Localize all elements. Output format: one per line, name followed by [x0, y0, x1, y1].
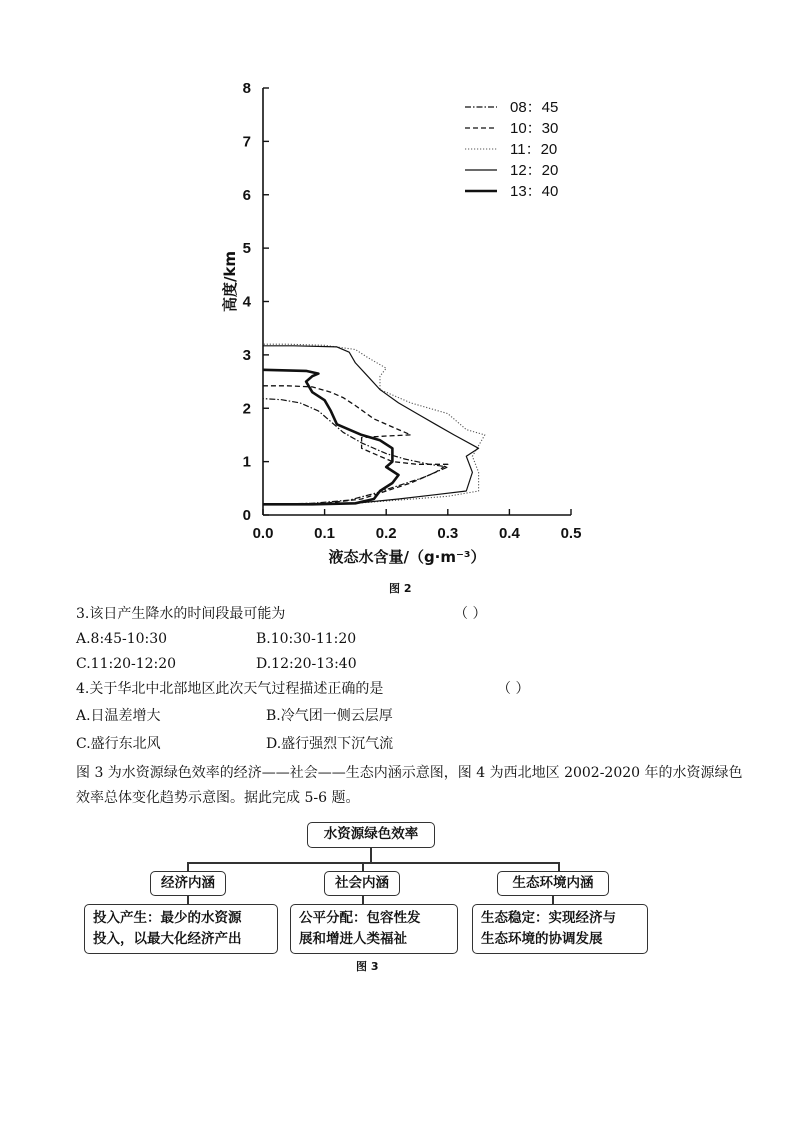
q3-stem: 3.该日产生降水的时间段最可能为 — [76, 606, 286, 622]
q4-option-d: D.盛行强烈下沉气流 — [266, 736, 394, 752]
connector-root-down — [370, 848, 372, 862]
legend-label-3: 12：20 — [510, 162, 559, 179]
desc-eco-line1: 生态稳定：实现经济与 — [481, 910, 616, 926]
desc-economic-line1: 投入产生：最少的水资源 — [93, 910, 242, 926]
connector-economic-down — [187, 896, 189, 904]
x-tick-label: 0.2 — [375, 525, 397, 542]
y-tick-label: 4 — [242, 293, 251, 311]
q4-stem: 4.关于华北中北部地区此次天气过程描述正确的是 — [76, 681, 384, 697]
desc-social-box — [290, 904, 458, 954]
branch-eco-box: 生态环境内涵 — [497, 871, 609, 896]
y-tick-label: 6 — [242, 186, 251, 204]
q4-option-a: A.日温差增大 — [76, 708, 161, 724]
branch-economic-box: 经济内涵 — [150, 871, 226, 896]
q3-option-b: B.10:30-11:20 — [256, 631, 357, 647]
q3-option-a: A.8:45-10:30 — [76, 631, 168, 647]
x-tick-label: 0.3 — [437, 525, 459, 542]
legend-label-2: 11：20 — [510, 141, 558, 158]
x-tick-label: 0.5 — [560, 525, 582, 542]
chart-svg — [210, 70, 590, 600]
branch-social-box: 社会内涵 — [324, 871, 400, 896]
y-tick-label: 5 — [242, 240, 251, 258]
x-tick-label: 0.0 — [252, 525, 274, 542]
q4-option-c: C.盛行东北风 — [76, 736, 161, 752]
intro-line-2: 效率总体变化趋势示意图。据此完成 5-6 题。 — [76, 790, 360, 806]
desc-social-line1: 公平分配：包容性发 — [299, 910, 421, 926]
intro-line-1: 图 3 为水资源绿色效率的经济——社会——生态内涵示意图，图 4 为西北地区 2002-2020 年的水资源绿色 — [76, 765, 743, 781]
connector-eco-down — [552, 896, 554, 904]
figure-2-caption: 图 2 — [389, 582, 412, 595]
q4-option-b: B.冷气团一侧云层厚 — [266, 708, 393, 724]
series-line-1 — [263, 386, 448, 505]
desc-eco-box — [472, 904, 648, 954]
y-tick-label: 7 — [242, 133, 251, 151]
desc-economic-box — [84, 904, 278, 954]
legend-label-4: 13：40 — [510, 183, 559, 200]
desc-eco-line2: 生态环境的协调发展 — [481, 931, 603, 947]
desc-social-line2: 展和增进人类福祉 — [299, 931, 407, 947]
y-tick-label: 2 — [242, 400, 251, 418]
q3-option-c: C.11:20-12:20 — [76, 656, 177, 672]
legend-label-1: 10：30 — [510, 120, 559, 137]
liquid-water-chart — [210, 70, 590, 600]
x-tick-label: 0.4 — [498, 525, 520, 542]
q3-answer-paren: （ ） — [454, 606, 487, 622]
series-line-0 — [263, 399, 448, 505]
connector-left — [187, 862, 189, 871]
y-tick-label: 1 — [242, 453, 251, 471]
x-tick-label: 0.1 — [314, 525, 336, 542]
y-tick-label: 0 — [242, 507, 251, 524]
y-tick-label: 3 — [242, 346, 251, 364]
series-line-2 — [263, 344, 485, 504]
connector-middle — [362, 862, 364, 871]
connector-horizontal — [187, 862, 559, 864]
desc-economic-line2: 投入，以最大化经济产出 — [93, 931, 242, 947]
y-tick-label: 8 — [242, 80, 251, 97]
connector-social-down — [362, 896, 364, 904]
figure-3-caption: 图 3 — [356, 960, 379, 973]
q4-answer-paren: （ ） — [497, 681, 530, 697]
q3-option-d: D.12:20-13:40 — [256, 656, 357, 672]
y-axis-label: 高度/km — [221, 250, 239, 313]
connector-right — [558, 862, 560, 871]
diagram-root-box: 水资源绿色效率 — [307, 822, 435, 848]
legend-label-0: 08：45 — [510, 99, 559, 116]
x-axis-label: 液态水含量/（g·m⁻³） — [328, 548, 486, 566]
